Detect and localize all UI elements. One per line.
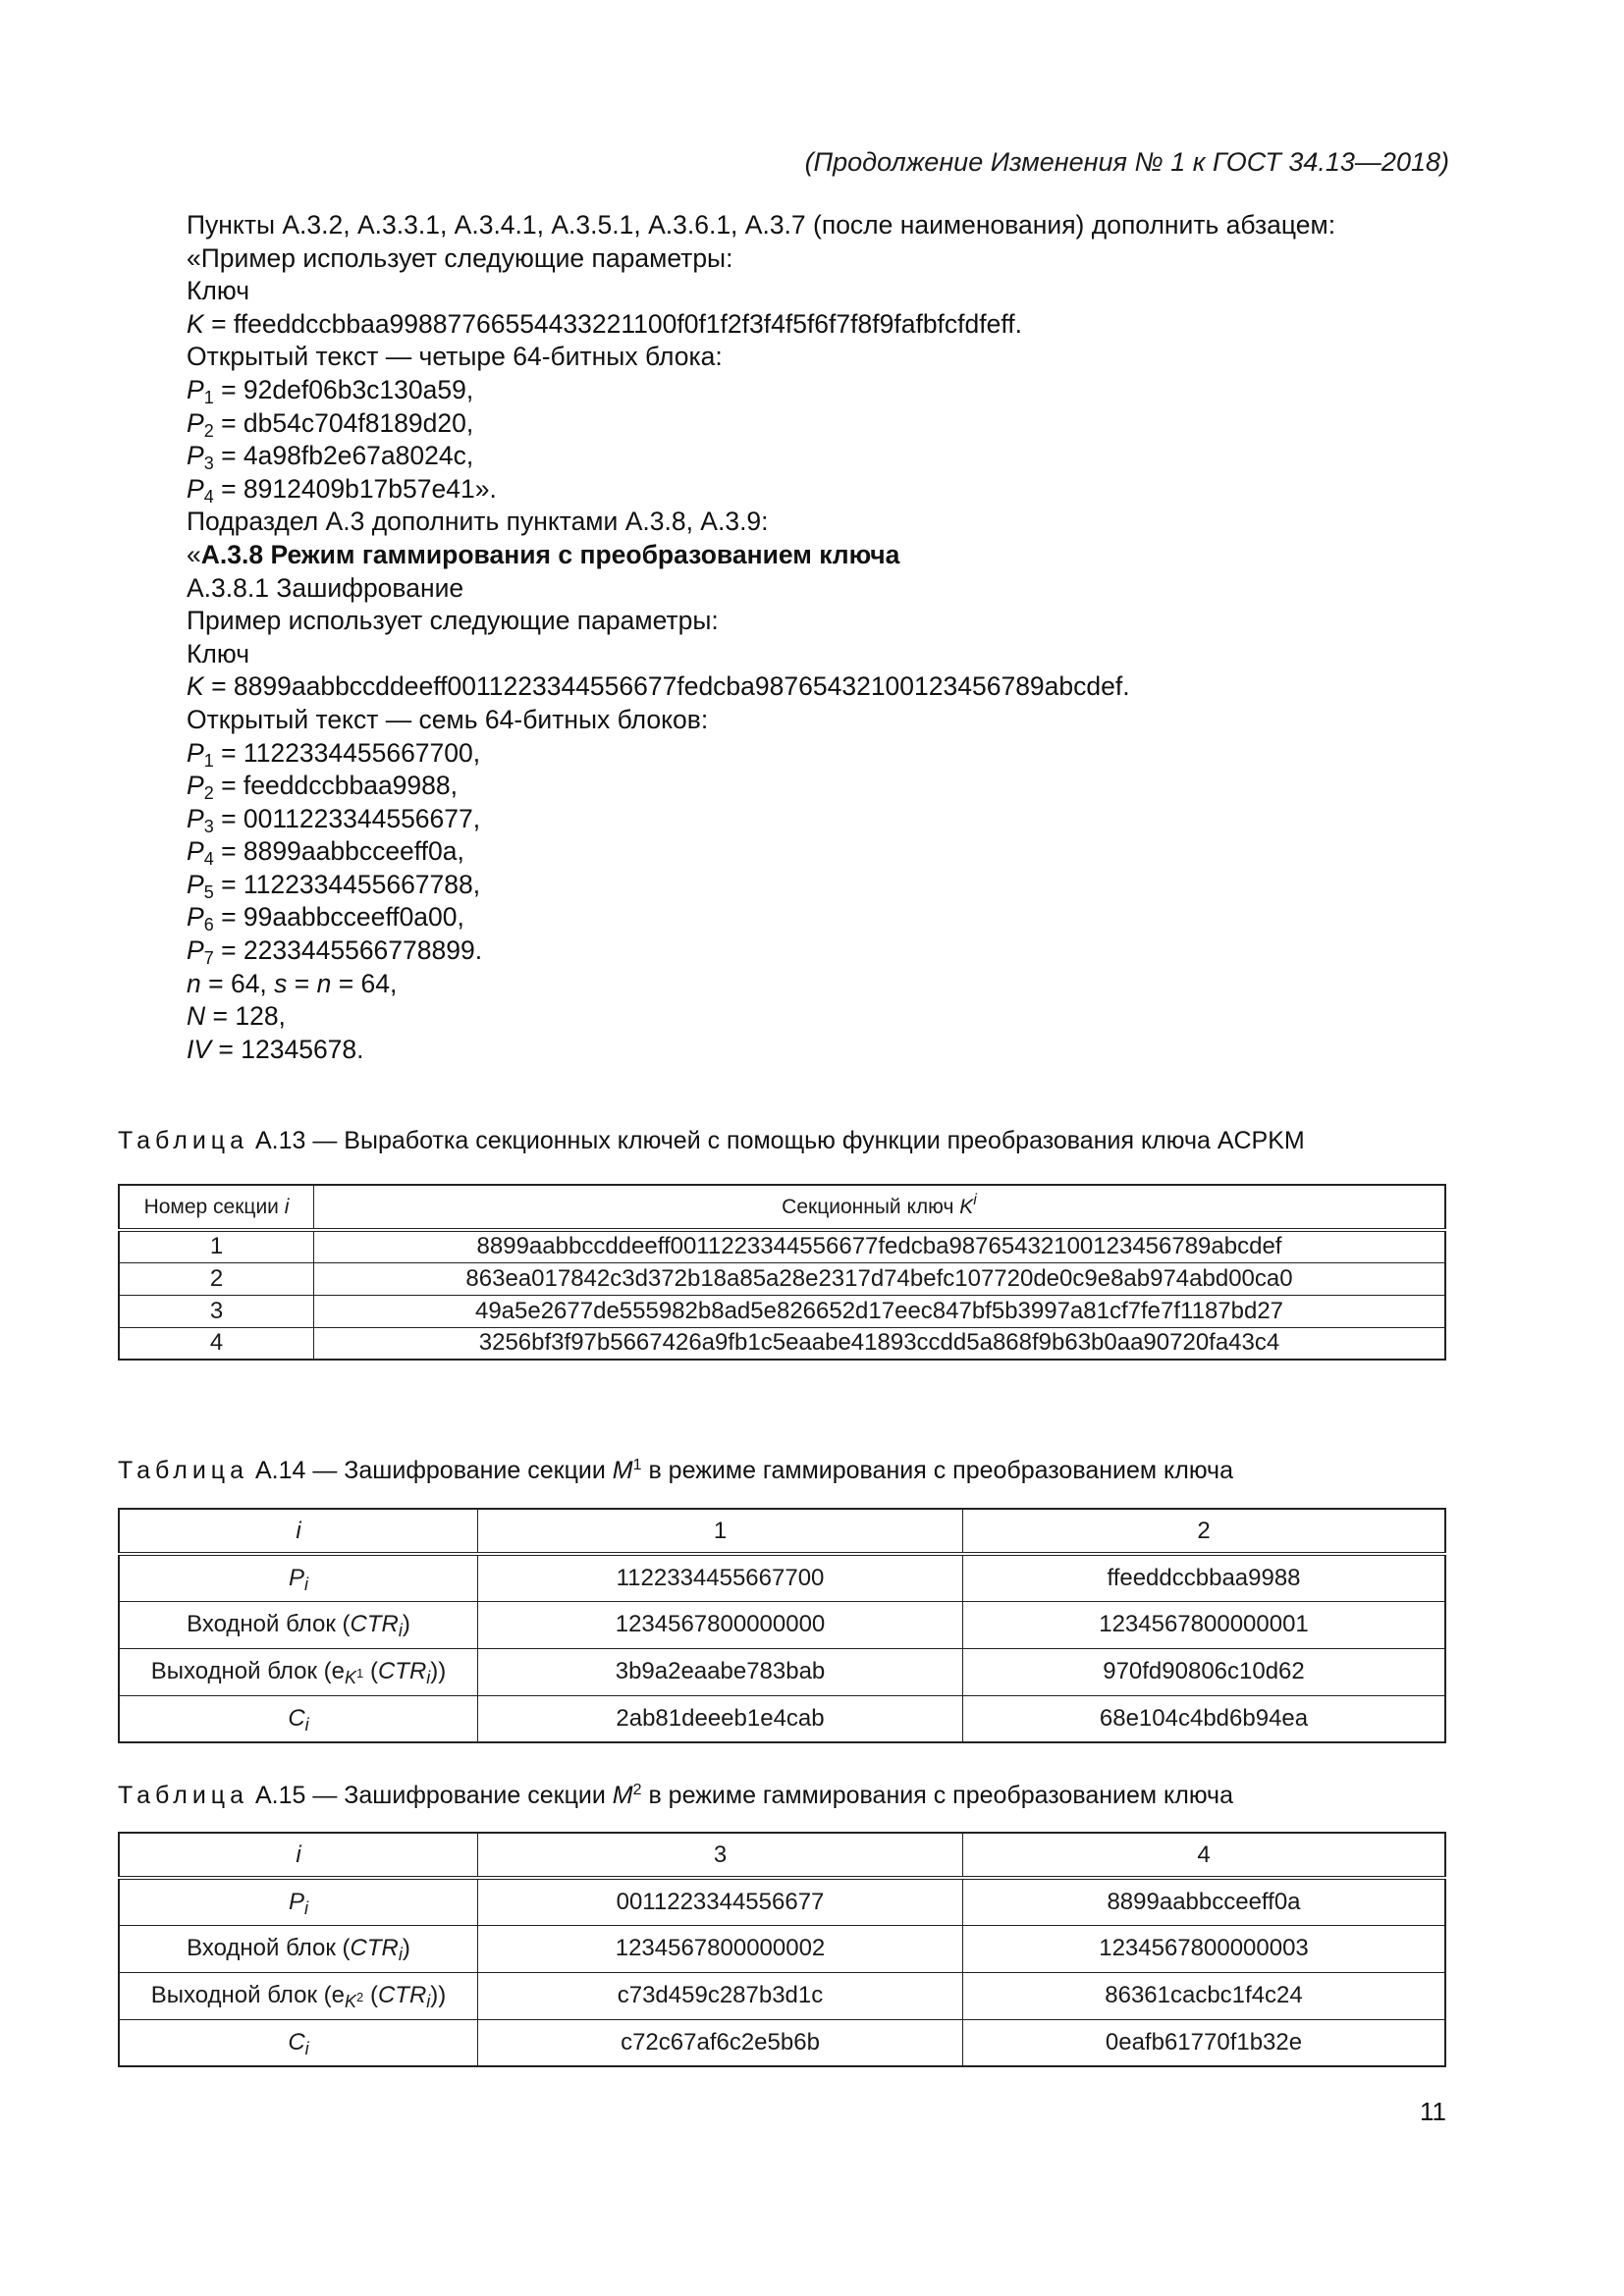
table-header-row [119,1509,1445,1554]
k-var: K [345,1668,357,1687]
header-col2-cell: 2 [963,1509,1446,1554]
ciphertext-row [119,1695,1445,1742]
caption-lead: Таблица [118,1457,249,1484]
p-value: = 1122334455667788, [221,869,481,899]
section-number-cell: 4 [119,1327,314,1360]
caption-sup: 1 [632,1457,642,1473]
row-label-text: Входной блок ( [187,1611,351,1637]
ctr-var: CTR [377,1982,427,2008]
plaintext-block [187,473,1463,507]
plaintext-block [187,770,1463,803]
value-cell: 8899aabbcceeff0a [963,1878,1446,1925]
s-value: = 64, [331,968,398,998]
p-value: = 8912409b17b57e41». [221,473,497,504]
value-cell: 970fd90806c10d62 [963,1648,1446,1695]
input-block-row [119,1925,1445,1972]
value-cell: 2ab81deeeb1e4cab [478,1695,963,1742]
section-key-cell: 8899aabbccddeeff0011223344556677fedcba98765432100123456789abcdef [314,1230,1446,1262]
row-label-text: ( [363,1982,378,2008]
key-sub [345,1668,363,1687]
row-label-cell [119,1648,478,1695]
table14-caption [118,1457,1233,1485]
row-label-cell [119,1925,478,1972]
header-col1-cell: 1 [478,1509,963,1554]
row-label-cell [119,1972,478,2019]
table-row [119,1327,1445,1360]
input-block-row [119,1601,1445,1648]
n-var: n [187,968,201,998]
table-row [119,1262,1445,1295]
p-index: 2 [203,783,214,804]
p-value: = 4a98fb2e67a8024c, [221,441,474,471]
row-label-cell [119,1554,478,1601]
p-var: P [187,407,204,438]
key-sub [345,1992,363,2011]
plaintext-block [187,374,1463,407]
value-cell: 1234567800000002 [478,1925,963,1972]
value-cell: 3b9a2eaabe783bab [478,1648,963,1695]
ctr-var: CTR [377,1658,427,1684]
row-label-text: ) [402,1935,410,1961]
key-sup: 2 [356,1990,364,2004]
p-var: P [187,473,204,504]
p-value: = 0011223344556677, [221,803,481,833]
header-col2-cell: 4 [963,1833,1446,1878]
p-value: = db54c704f8189d20, [221,407,474,438]
sub-index: i [304,2038,309,2058]
sub-index: i [304,1897,308,1918]
p-value: = 2233445566778899. [221,935,483,966]
p-var: P [187,836,204,867]
key1-value: = ffeeddccbbaa99887766554433221100f0f1f2f3f4f5f6f7f8f9fafbfcfdfeff. [211,308,1022,339]
p-value: = 1122334455667700, [221,737,481,768]
row-label-cell [119,1601,478,1648]
caption-text-2: в режиме гаммирования с преобразованием ключа [641,1457,1233,1484]
caption-text-2: в режиме гаммирования с преобразованием ключа [641,1782,1233,1809]
key-label-2: Ключ [187,638,249,668]
caption-lead: Таблица [118,1127,249,1154]
p-var: P [288,1564,304,1591]
value-cell: 1234567800000000 [478,1601,963,1648]
p-value: = 99aabbcceeff0a00, [221,902,464,933]
p-var: P [187,771,204,801]
table13 [118,1184,1446,1361]
p-var: P [187,869,204,899]
row-label-text: Входной блок ( [187,1935,351,1961]
IV-value: = 12345678. [211,1034,364,1064]
output-block-row [119,1648,1445,1695]
output-block-row [119,1972,1445,2019]
p-index: 5 [203,881,214,902]
section-number-cell: 2 [119,1262,314,1295]
header-text: Номер секции [143,1195,285,1218]
N-value: = 128, [205,1001,286,1032]
table15 [118,1832,1446,2067]
row-label-text: )) [430,1658,447,1684]
caption-sup: 2 [632,1782,642,1798]
param-IV [187,1034,1463,1067]
row-label-text: ( [363,1658,378,1684]
key-sup: 1 [356,1666,364,1681]
caption-var: M [612,1782,633,1809]
document-header: (Продолжение Изменения № 1 к ГОСТ 34.13—2018) [804,147,1449,177]
n-var-2: n [316,968,332,998]
p-value: = feeddccbbaa9988, [221,771,458,801]
value-cell: 68e104c4bd6b94ea [963,1695,1446,1742]
caption-text: А.14 — Зашифрование секции [248,1457,613,1484]
c-var: C [288,2028,305,2056]
plaintext-block [187,803,1463,836]
N-var: N [187,1001,206,1032]
p-index: 3 [203,454,214,474]
header-var: K [959,1195,974,1218]
plaintext1-blocks [187,374,1463,506]
value-cell: ffeeddccbbaa9988 [963,1554,1446,1601]
plaintext-row [119,1878,1445,1925]
p-index: 7 [203,948,214,969]
example-params-line-2: Пример использует следующие параметры: [187,606,719,636]
caption-text: А.13 — Выработка секционных ключей с помощью функции преобразования ключа ACPKM [248,1127,1305,1154]
header-section-key [314,1185,1446,1230]
section-key-cell: 863ea017842c3d372b18a85a28e2317d74befc107720de0c9e8ab974abd00ca0 [314,1262,1446,1295]
section-number-cell: 1 [119,1230,314,1262]
value-cell: 0011223344556677 [478,1878,963,1925]
section-key-cell: 3256bf3f97b5667426a9fb1c5eaabe41893ccdd5a868f9b63b0aa90720fa43c4 [314,1327,1446,1360]
intro-line: Пункты А.3.2, А.3.3.1, А.3.4.1, А.3.5.1, А.3.6.1, А.3.7 (после наименования) дополнить абзацем: [187,210,1336,240]
key2-line [187,670,1463,704]
table15-caption [118,1782,1233,1810]
caption-text: А.15 — Зашифрование секции [248,1782,613,1809]
p-var: P [187,902,204,933]
s-var: s [274,968,288,998]
plaintext-block [187,737,1463,771]
value-cell: c73d459c287b3d1c [478,1972,963,2019]
p-var: P [288,1888,304,1915]
ctr-var: CTR [350,1935,399,1961]
eq-sign: = [287,968,317,998]
caption-lead: Таблица [118,1782,249,1809]
p-index: 6 [203,915,214,935]
row-label-cell [119,2019,478,2066]
plaintext-block [187,835,1463,869]
caption-var: M [612,1457,633,1484]
heading-quote: « [187,539,201,569]
plaintext-block [187,440,1463,473]
header-section-number [119,1185,314,1230]
section-heading [187,539,1463,572]
ctr-var: CTR [350,1611,399,1637]
p-var: P [187,737,204,768]
plaintext-block [187,407,1463,441]
n-value: = 64, [200,968,275,998]
sub-index: i [398,1621,403,1640]
plaintext-block [187,869,1463,902]
plaintext2-blocks [187,737,1463,968]
value-cell: 86361cacbc1f4c24 [963,1972,1446,2019]
value-cell: 0eafb61770f1b32e [963,2019,1446,2066]
k-var: K [345,1992,357,2011]
value-cell: 1234567800000003 [963,1925,1446,1972]
p-index: 1 [203,387,214,407]
p-index: 1 [203,750,214,771]
plaintext-block [187,934,1463,968]
key2-value: = 8899aabbccddeeff0011223344556677fedcba98765432100123456789abcdef. [211,671,1130,702]
table-header-row [119,1185,1445,1230]
section-key-cell: 49a5e2677de555982b8ad5e826652d17eec847bf5b3997a81cf7fe7f1187bd27 [314,1295,1446,1327]
row-label-cell [119,1695,478,1742]
value-cell: c72c67af6c2e5b6b [478,2019,963,2066]
sub-index: i [426,1992,431,2011]
header-col1-cell: 3 [478,1833,963,1878]
page-number: 11 [1420,2097,1446,2126]
table13-caption [118,1127,1305,1155]
header-label-cell: i [119,1833,478,1878]
param-n-s [187,968,1463,1001]
p-var: P [187,441,204,471]
p-var: P [187,803,204,833]
c-var: C [288,1704,305,1732]
sub-index: i [398,1945,403,1964]
header-sup: i [973,1191,977,1208]
plaintext-row [119,1554,1445,1601]
ciphertext-row [119,2019,1445,2066]
p-value: = 92def06b3c130a59, [221,374,474,404]
subheading: А.3.8.1 Зашифрование [187,572,464,603]
header-label-cell: i [119,1509,478,1554]
param-N [187,1000,1463,1034]
sub-index: i [304,1714,309,1735]
section-number-cell: 3 [119,1295,314,1327]
body-text [187,209,1463,1066]
example-params-line: «Пример использует следующие параметры: [187,242,733,273]
p-var: P [187,374,204,404]
p-index: 2 [203,420,214,441]
p-value: = 8899aabbcceeff0a, [221,836,464,867]
key-label: Ключ [187,276,249,306]
plaintext-block [187,901,1463,934]
key1-line [187,308,1463,342]
row-label-text: Выходной блок (e [150,1982,346,2008]
p-index: 4 [203,486,214,507]
p-index: 4 [203,849,214,870]
table-row [119,1295,1445,1327]
sub-index: i [426,1668,431,1687]
table-header-row [119,1833,1445,1878]
value-cell: 1122334455667700 [478,1554,963,1601]
value-cell: 1234567800000001 [963,1601,1446,1648]
row-label-text: Выходной блок (e [150,1658,346,1684]
table13-body [119,1230,1445,1360]
table14 [118,1508,1446,1743]
sub-index: i [304,1574,308,1594]
row-label-text: )) [430,1982,447,2008]
table-row [119,1230,1445,1262]
key-var-2: K [187,671,204,702]
header-var: i [284,1195,290,1218]
row-label-text: ) [402,1611,410,1637]
subsection-line: Подраздел А.3 дополнить пунктами А.3.8, А.3.9: [187,507,769,537]
p-index: 3 [203,816,214,836]
p-var: P [187,935,204,966]
header-text: Секционный ключ [782,1195,960,1218]
heading-text: А.3.8 Режим гаммирования с преобразованием ключа [200,539,900,569]
plaintext2-label: Открытый текст — семь 64-битных блоков: [187,704,709,734]
row-label-cell [119,1878,478,1925]
plaintext1-label: Открытый текст — четыре 64-битных блока: [187,342,723,372]
IV-var: IV [187,1034,212,1064]
key-var: K [187,308,204,339]
